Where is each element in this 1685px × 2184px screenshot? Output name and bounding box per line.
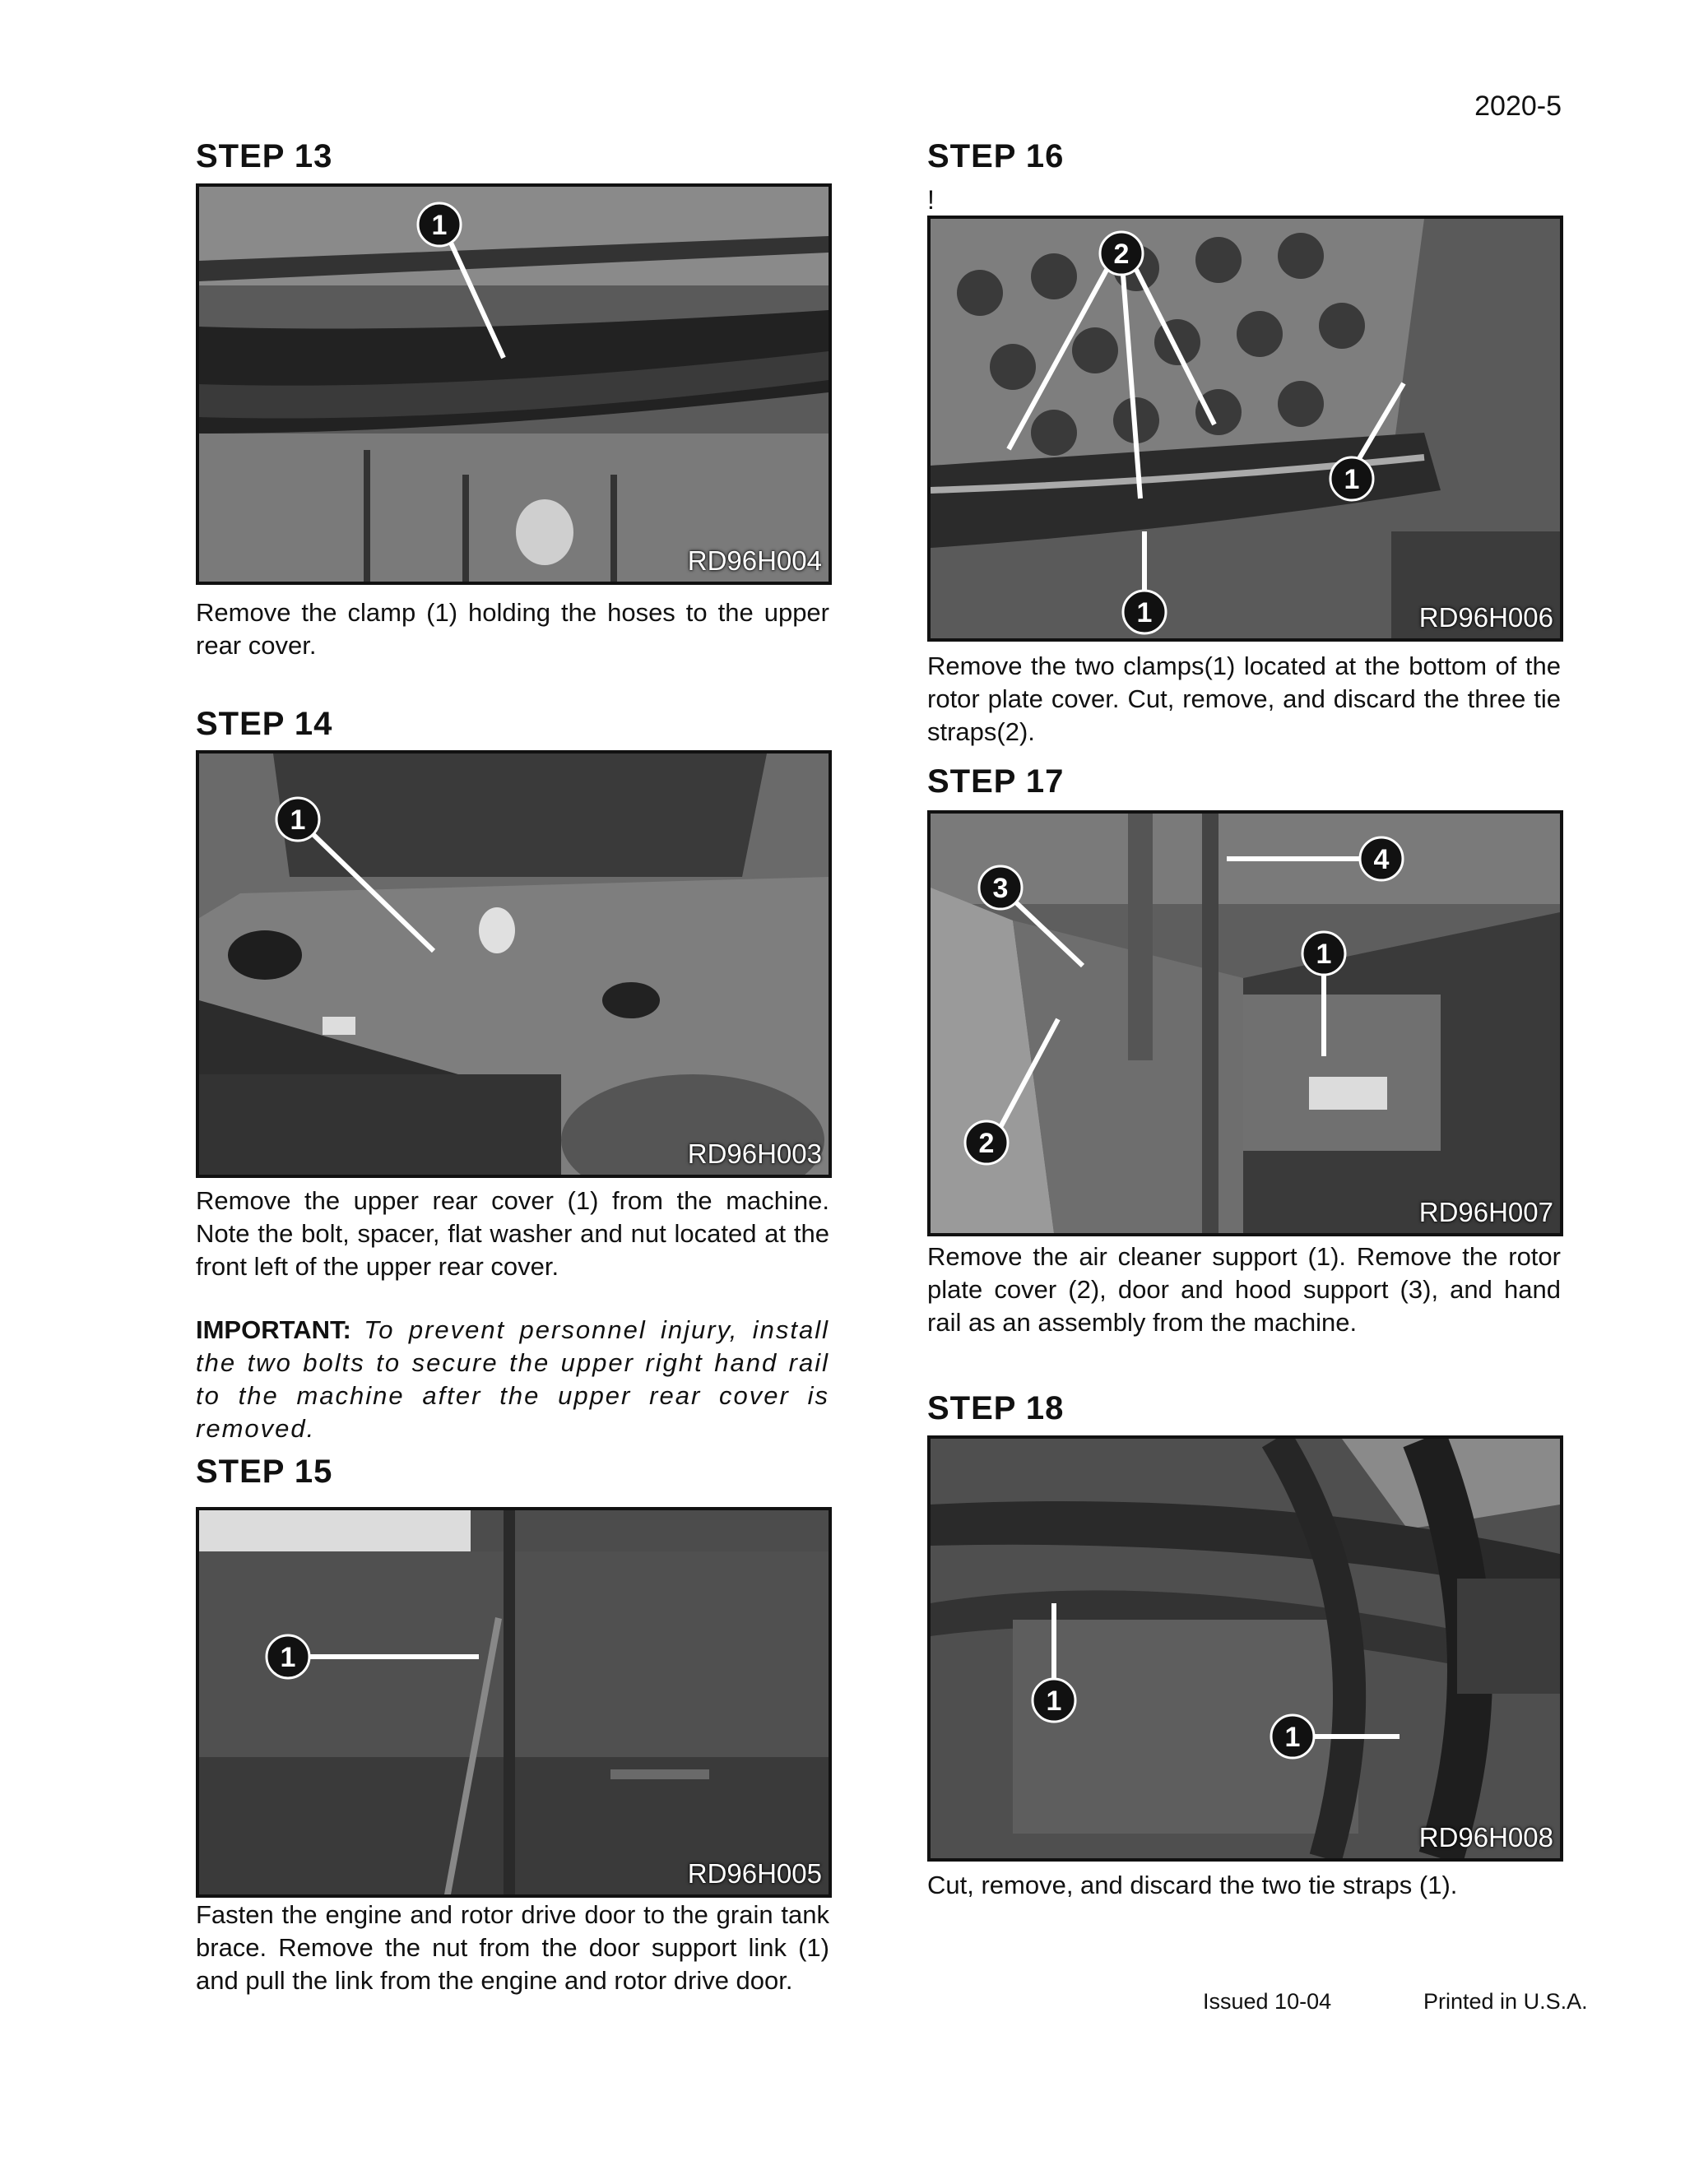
important-text: To prevent personnel injury, install the two bolts to secure the upper right hand rail to the machine after the upper rear cover is removed. [196,1315,829,1443]
exclamation-mark: ! [927,185,935,215]
step-13-heading: STEP 13 [196,138,333,174]
step-18-callouts [931,1439,1560,1858]
step-13-callouts [199,187,829,582]
step-15-heading: STEP 15 [196,1454,333,1490]
step-13-figure [196,183,832,585]
step-16-callouts [931,219,1560,638]
step-13-figure-id: RD96H004 [687,545,822,576]
step-17-heading: STEP 17 [927,763,1065,800]
step-13-caption: Remove the clamp (1) holding the hoses to the upper rear cover. [196,598,829,660]
step-14-figure-id: RD96H003 [687,1138,822,1169]
step-18-callout-1a: 1 [1046,1686,1062,1717]
step-15-figure [196,1507,832,1898]
step-16-callout-2: 2 [1113,239,1130,270]
step-14-callout-1: 1 [290,805,306,836]
step-17-figure [927,810,1563,1236]
step-17-callout-4: 4 [1373,844,1390,875]
step-17-callout-2: 2 [978,1128,995,1159]
step-18-figure [927,1435,1563,1862]
step-14-caption: Remove the upper rear cover (1) from the machine. Note the bolt, spacer, flat washer and nut located at the front left of the upper rear cover. [196,1186,829,1281]
step-17-caption: Remove the air cleaner support (1). Remove the rotor plate cover (2), door and hood support (3), and hand rail as an assembly from the machine. [927,1242,1561,1337]
step-16-figure-id: RD96H006 [1418,602,1553,633]
important-label: IMPORTANT: [196,1315,351,1344]
page-number: 2020-5 [1474,90,1562,122]
step-15-callouts [199,1510,829,1894]
step-17-figure-id: RD96H007 [1418,1197,1553,1227]
step-15-caption: Fasten the engine and rotor drive door to the grain tank brace. Remove the nut from the door support link (1) and pull the link from the engine and rotor drive door. [196,1900,829,1995]
footer-printed: Printed in U.S.A. [1423,1989,1588,2014]
footer-issued: Issued 10-04 [1203,1989,1332,2014]
step-16-heading: STEP 16 [927,138,1065,174]
step-16-callout-1b: 1 [1136,597,1153,628]
step-18-heading: STEP 18 [927,1390,1065,1426]
step-16-callout-1a: 1 [1344,464,1360,495]
step-14-figure [196,750,832,1178]
step-18-figure-id: RD96H008 [1418,1822,1553,1852]
step-15-callout-1: 1 [280,1642,296,1673]
step-17-callout-3: 3 [992,873,1009,904]
step-17-callout-1: 1 [1316,939,1332,970]
step-13-callout-1: 1 [431,210,448,241]
step-18-caption: Cut, remove, and discard the two tie straps (1). [927,1871,1458,1899]
step-17-callouts [931,814,1560,1233]
important-note [196,1314,829,1445]
step-14-heading: STEP 14 [196,706,333,742]
step-16-figure [927,216,1563,642]
step-14-callouts [199,754,829,1175]
step-16-caption: Remove the two clamps(1) located at the bottom of the rotor plate cover. Cut, remove, and discard the three tie straps(2). [927,651,1561,746]
step-18-callout-1b: 1 [1284,1722,1301,1753]
step-15-figure-id: RD96H005 [687,1858,822,1889]
